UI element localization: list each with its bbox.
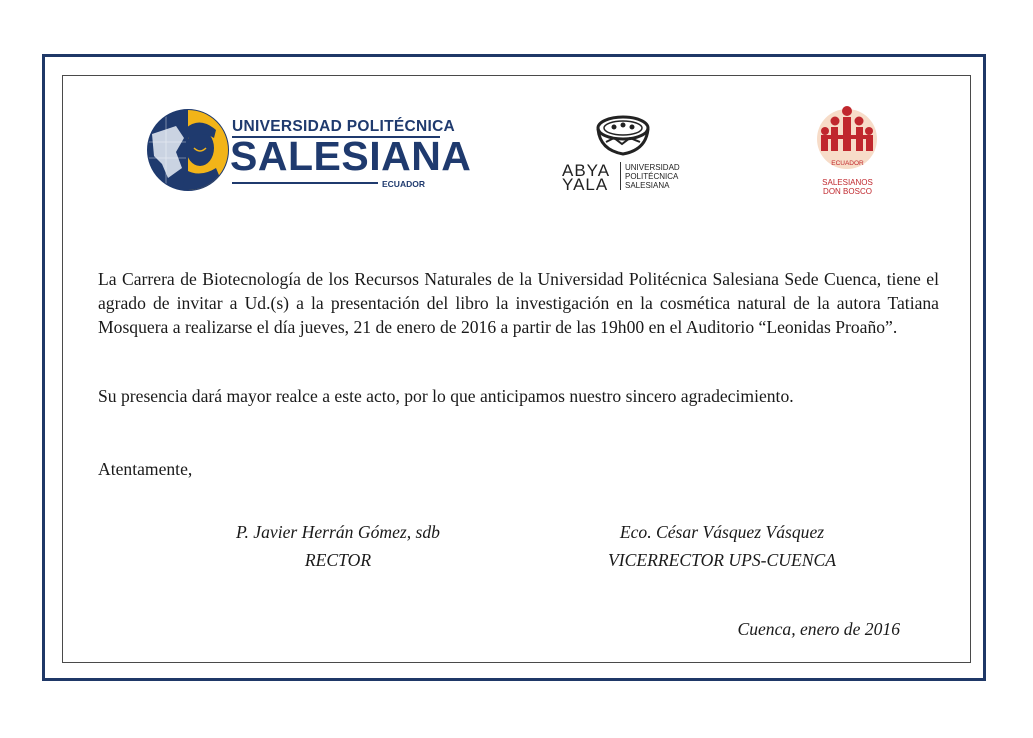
closing-salutation: Atentamente,	[98, 459, 193, 479]
abya-sub2: POLITÉCNICA	[625, 172, 679, 181]
abya-sub1: UNIVERSIDAD	[625, 163, 680, 172]
globe-portrait-icon	[146, 108, 236, 192]
ups-logo-rule-bottom	[232, 182, 378, 184]
salesianos-line1: SALESIANOS	[822, 178, 873, 187]
signatory1-name: P. Javier Herrán Gómez, sdb	[236, 522, 440, 542]
signatory2-title: VICERRECTOR UPS-CUENCA	[608, 550, 836, 570]
ups-logo-line2: SALESIANA	[230, 133, 472, 179]
salesianos-line2: DON BOSCO	[823, 187, 872, 196]
yala-word: YALA	[562, 175, 609, 194]
signatory2-name: Eco. César Vásquez Vásquez	[619, 522, 825, 542]
abya-sub3: SALESIANA	[625, 181, 670, 190]
invitation-paragraph: La Carrera de Biotecnología de los Recursos Naturales de la Universidad Politécnica Salesiana Sede Cuenca, tiene el agrado de invitar a Ud.(s) a la presentación del libro la investigación en la cosmética natural de la autora Tatiana Mosquera a realizarse el día jueves, 21 de enero de 2016 a partir de las 19h00 en el Auditorio “Leonidas Proaño”.	[98, 269, 939, 337]
signatory1-title: RECTOR	[304, 550, 372, 570]
ups-logo-line3: ECUADOR	[382, 179, 425, 189]
salesianos-logo	[805, 103, 890, 199]
place-date: Cuenca, enero de 2016	[737, 619, 900, 639]
drum-icon	[594, 112, 664, 160]
abya-divider	[620, 162, 621, 190]
ups-logo	[146, 108, 472, 192]
ups-logo-line1: UNIVERSIDAD POLITÉCNICA	[232, 118, 456, 135]
thanks-paragraph: Su presencia dará mayor realce a este acto, por lo que anticipamos nuestro sincero agradecimiento.	[98, 386, 794, 406]
abya-yala-logo	[560, 112, 690, 192]
abya-word: ABYA	[562, 161, 611, 180]
salesianos-tag: ECUADOR	[831, 160, 864, 167]
